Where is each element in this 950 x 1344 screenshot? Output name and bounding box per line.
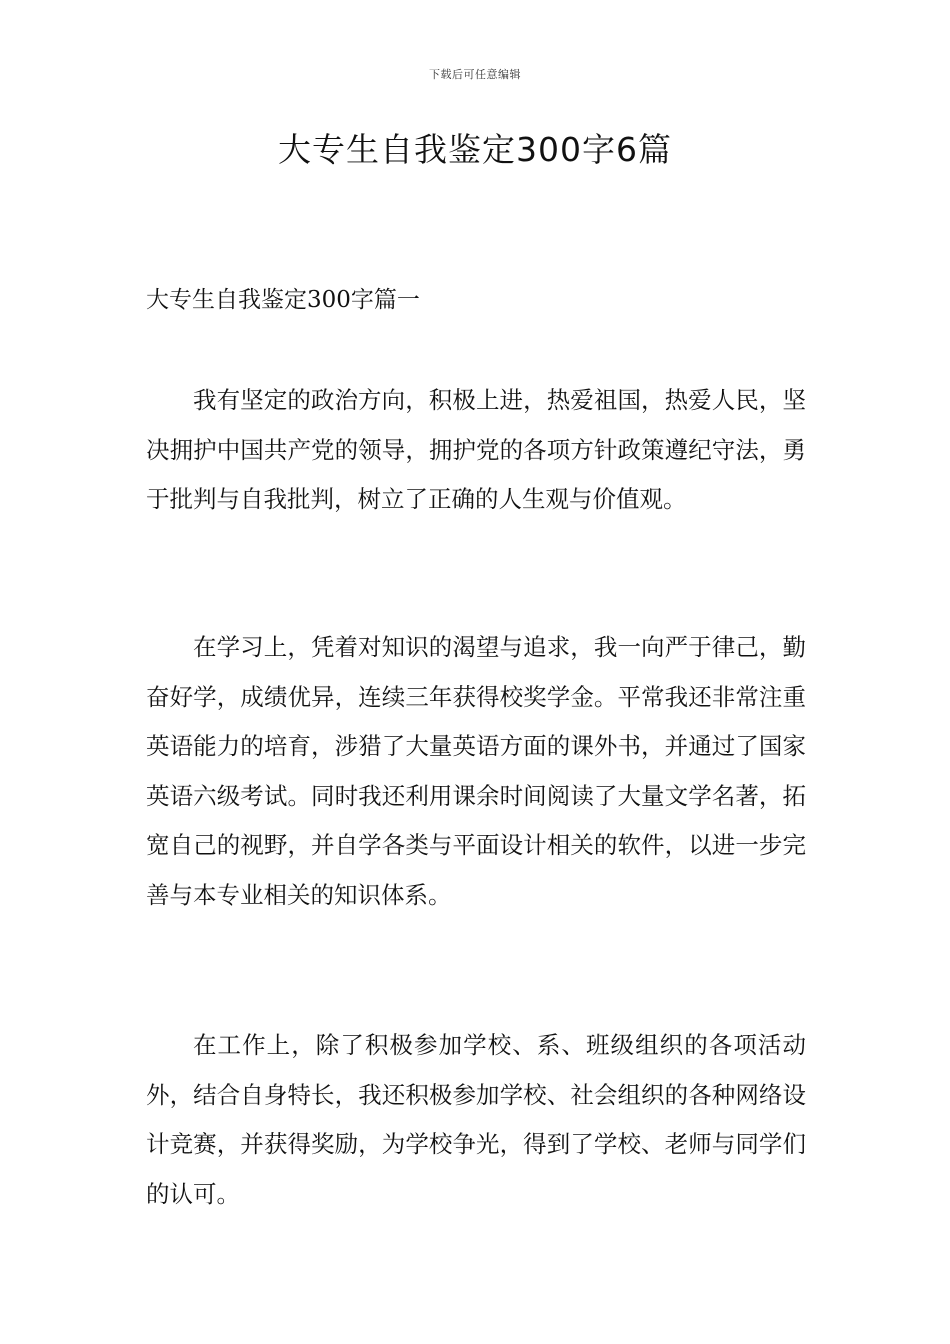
- paragraph-study: 在学习上，凭着对知识的渴望与追求，我一向严于律己，勤奋好学，成绩优异，连续三年获得校奖学金。平常我还非常注重英语能力的培育，涉猎了大量英语方面的课外书，并通过了国家英语六级考试。同时我还利用课余时间阅读了大量文学名著，拓宽自己的视野，并自学各类与平面设计相关的软件，以进一步完善与本专业相关的知识体系。: [146, 633, 806, 909]
- document-title: 大专生自我鉴定300字6篇: [278, 130, 672, 169]
- paragraph-political: 我有坚定的政治方向，积极上进，热爱祖国，热爱人民，坚决拥护中国共产党的领导，拥护党的各项方针政策遵纪守法，勇于批判与自我批判，树立了正确的人生观与价值观。: [146, 386, 806, 513]
- section-heading: 大专生自我鉴定300字篇一: [146, 287, 420, 313]
- paragraph-work: 在工作上，除了积极参加学校、系、班级组织的各项活动外，结合自身特长，我还积极参加学校、社会组织的各种网络设计竞赛，并获得奖励，为学校争光，得到了学校、老师与同学们的认可。: [146, 1031, 806, 1208]
- page-header-note: 下载后可任意编辑: [429, 68, 521, 81]
